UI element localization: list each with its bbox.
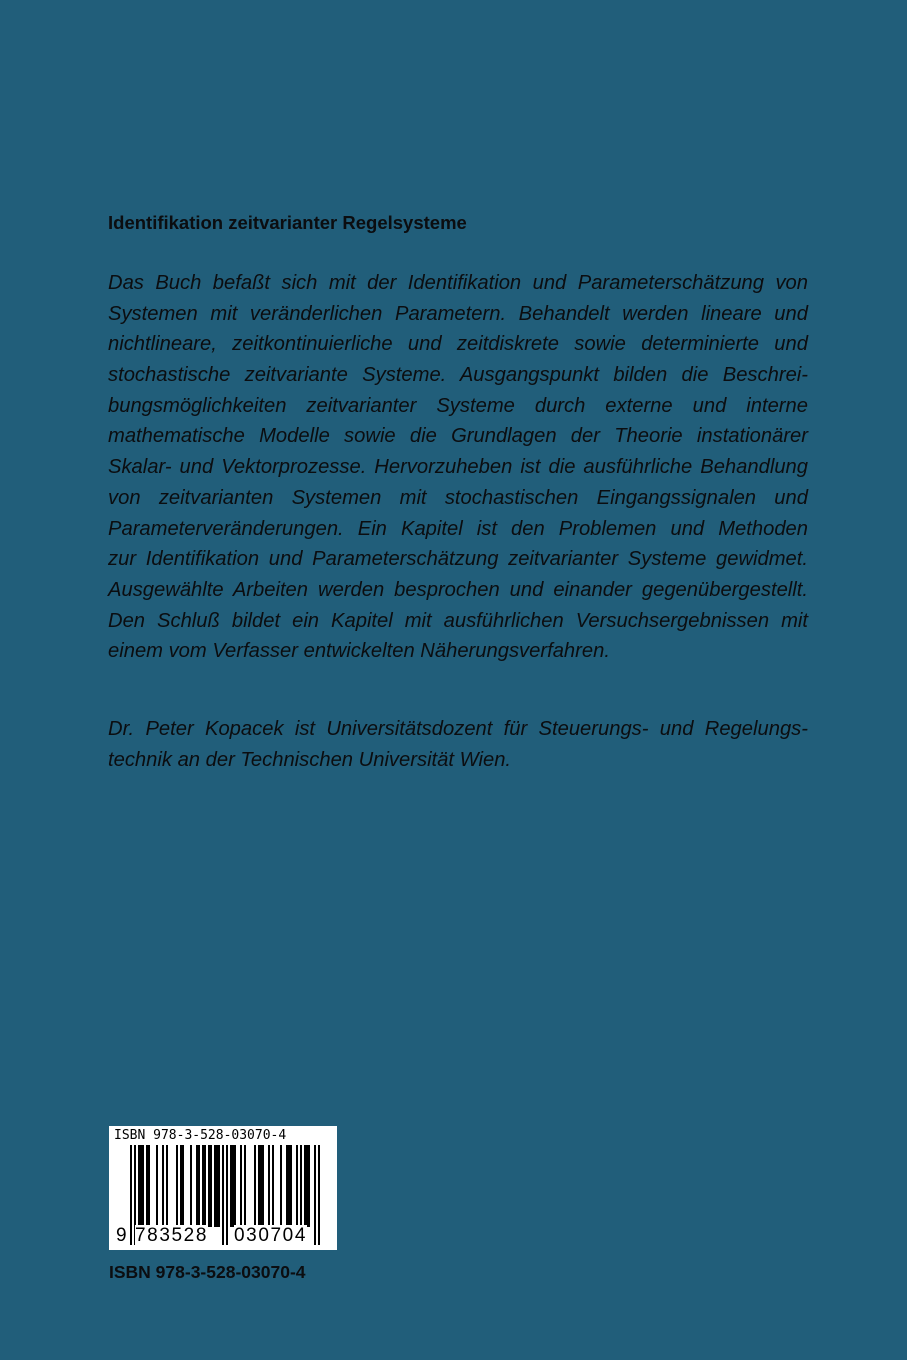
description-line: von zeitvarianten Systemen mit stochastischen Eingangssignalen und xyxy=(108,486,808,509)
description-line: Skalar- und Vektorprozesse. Hervorzuheben ist die ausführliche Behandlung xyxy=(108,456,808,479)
author-bio-line: Dr. Peter Kopacek ist Universitätsdozent für Steuerungs- und Regelungs- xyxy=(108,718,808,740)
barcode-bar xyxy=(148,1145,150,1227)
barcode-digit-first: 9 xyxy=(116,1225,127,1246)
barcode-bar xyxy=(162,1145,164,1227)
barcode xyxy=(109,1126,337,1250)
isbn-text: ISBN 978-3-528-03070-4 xyxy=(109,1262,306,1282)
barcode-bar xyxy=(146,1145,148,1227)
description-line: einem vom Verfasser entwickelten Näherungsverfahren. xyxy=(108,640,610,663)
barcode-bar xyxy=(208,1145,210,1227)
description-line: Den Schluß bildet ein Kapitel mit ausführlichen Versuchsergebnissen mit xyxy=(108,609,808,632)
barcode-bar xyxy=(240,1145,242,1227)
barcode-bar xyxy=(214,1145,216,1227)
barcode-digits-right: 030704 xyxy=(234,1225,308,1246)
barcode-bar xyxy=(180,1145,182,1227)
barcode-bar xyxy=(308,1145,310,1227)
description-line: Das Buch befaßt sich mit der Identifikation und Parameterschätzung von xyxy=(108,272,808,294)
barcode-bar xyxy=(182,1145,184,1227)
book-description xyxy=(108,268,808,667)
author-bio xyxy=(108,714,808,775)
barcode-bar xyxy=(262,1145,264,1227)
barcode-bar xyxy=(198,1145,200,1227)
barcode-bar xyxy=(306,1145,308,1227)
barcode-digits-left: 783528 xyxy=(135,1225,209,1246)
barcode-bar xyxy=(244,1145,246,1227)
description-line: Ausgewählte Arbeiten werden besprochen und einander gegenübergestellt. xyxy=(108,578,808,601)
barcode-digits xyxy=(110,1225,338,1249)
barcode-bar xyxy=(156,1145,158,1227)
barcode-bar xyxy=(230,1145,232,1227)
barcode-bar xyxy=(204,1145,206,1227)
barcode-bar xyxy=(142,1145,144,1227)
barcode-bar xyxy=(218,1145,220,1227)
author-bio-line: technik an der Technischen Universität Wien. xyxy=(108,748,512,771)
description-line: bungsmöglichkeiten zeitvarianter Systeme durch externe und interne xyxy=(108,394,808,417)
barcode-bar xyxy=(280,1145,282,1227)
barcode-bar xyxy=(304,1145,306,1227)
description-line: mathematische Modelle sowie die Grundlagen der Theorie instationärer xyxy=(108,425,808,448)
barcode-bar xyxy=(296,1145,298,1227)
barcode-bar xyxy=(232,1145,234,1227)
barcode-bar xyxy=(234,1145,236,1227)
barcode-bar xyxy=(254,1145,256,1227)
barcode-bar xyxy=(196,1145,198,1227)
barcode-bar xyxy=(258,1145,260,1227)
barcode-bar xyxy=(268,1145,270,1227)
barcode-bar xyxy=(210,1145,212,1227)
barcode-bar xyxy=(138,1145,140,1227)
barcode-bar xyxy=(260,1145,262,1227)
barcode-bar xyxy=(300,1145,302,1227)
barcode-bar xyxy=(288,1145,290,1227)
barcode-bar xyxy=(166,1145,168,1227)
barcode-bar xyxy=(190,1145,192,1227)
barcode-bar xyxy=(272,1145,274,1227)
book-title: Identifikation zeitvarianter Regelsysteme xyxy=(108,212,467,233)
barcode-isbn-label: ISBN 978-3-528-03070-4 xyxy=(114,1128,287,1143)
barcode-bar xyxy=(290,1145,292,1227)
barcode-bar xyxy=(140,1145,142,1227)
description-line: stochastische zeitvariante Systeme. Ausgangspunkt bilden die Beschrei- xyxy=(108,364,808,387)
description-line: nichtlineare, zeitkontinuierliche und zeitdiskrete sowie determinierte und xyxy=(108,333,808,356)
barcode-bar xyxy=(286,1145,288,1227)
barcode-bar xyxy=(216,1145,218,1227)
barcode-bar xyxy=(202,1145,204,1227)
description-line: zur Identifikation und Parameterschätzung zeitvarianter Systeme gewidmet. xyxy=(108,548,808,571)
description-line: Parameterveränderungen. Ein Kapitel ist den Problemen und Methoden xyxy=(108,517,808,540)
description-line: Systemen mit veränderlichen Parametern. Behandelt werden lineare und xyxy=(108,302,808,325)
barcode-bar xyxy=(176,1145,178,1227)
